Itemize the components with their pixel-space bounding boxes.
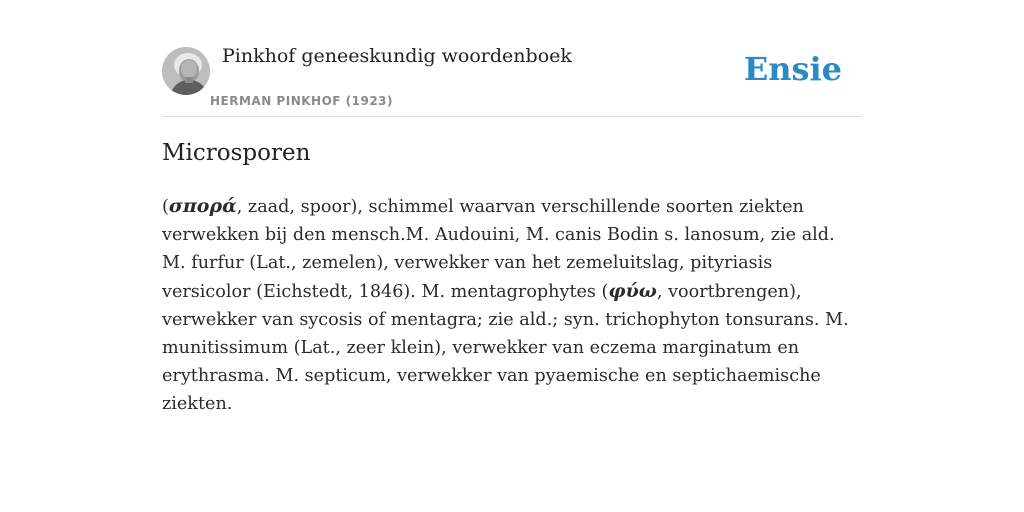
dictionary-title-link[interactable]: Pinkhof geneeskundig woordenboek [222, 45, 572, 67]
definition-text-part-3: , voortbrengen), verwekker van sycosis of mentagra; zie ald.; syn. trichophyton tonsurans. M. munitissimum (Lat., zeer klein), verwekker van eczema marginatum en erythrasma. M. septicum, verwekker van pyaemische en septichaemische ziekten. [162, 282, 849, 414]
author-portrait-icon [162, 47, 210, 95]
definition-text-part-1: ( [162, 197, 169, 217]
greek-term-phyo: φύω [608, 280, 657, 302]
entry-definition [162, 192, 862, 418]
author-avatar[interactable] [162, 47, 210, 95]
content-container [162, 0, 862, 414]
ensie-logo-link[interactable]: Ensie [743, 50, 842, 88]
dictionary-author: HERMAN PINKHOF (1923) [210, 94, 394, 108]
entry-title: Microsporen [162, 140, 311, 166]
definition-text-part-2: , zaad, spoor), schimmel waarvan verschillende soorten ziekten verwekken bij den mensch.M. Audouini, M. canis Bodin s. lanosum, zie ald. M. furfur (Lat., zemelen), verwekker van het zemeluitslag, pityriasis versicolor (Eichstedt, 1846). M. mentagrophytes ( [162, 197, 835, 302]
greek-term-spora: σπορά [168, 195, 237, 217]
dictionary-header [162, 0, 862, 117]
